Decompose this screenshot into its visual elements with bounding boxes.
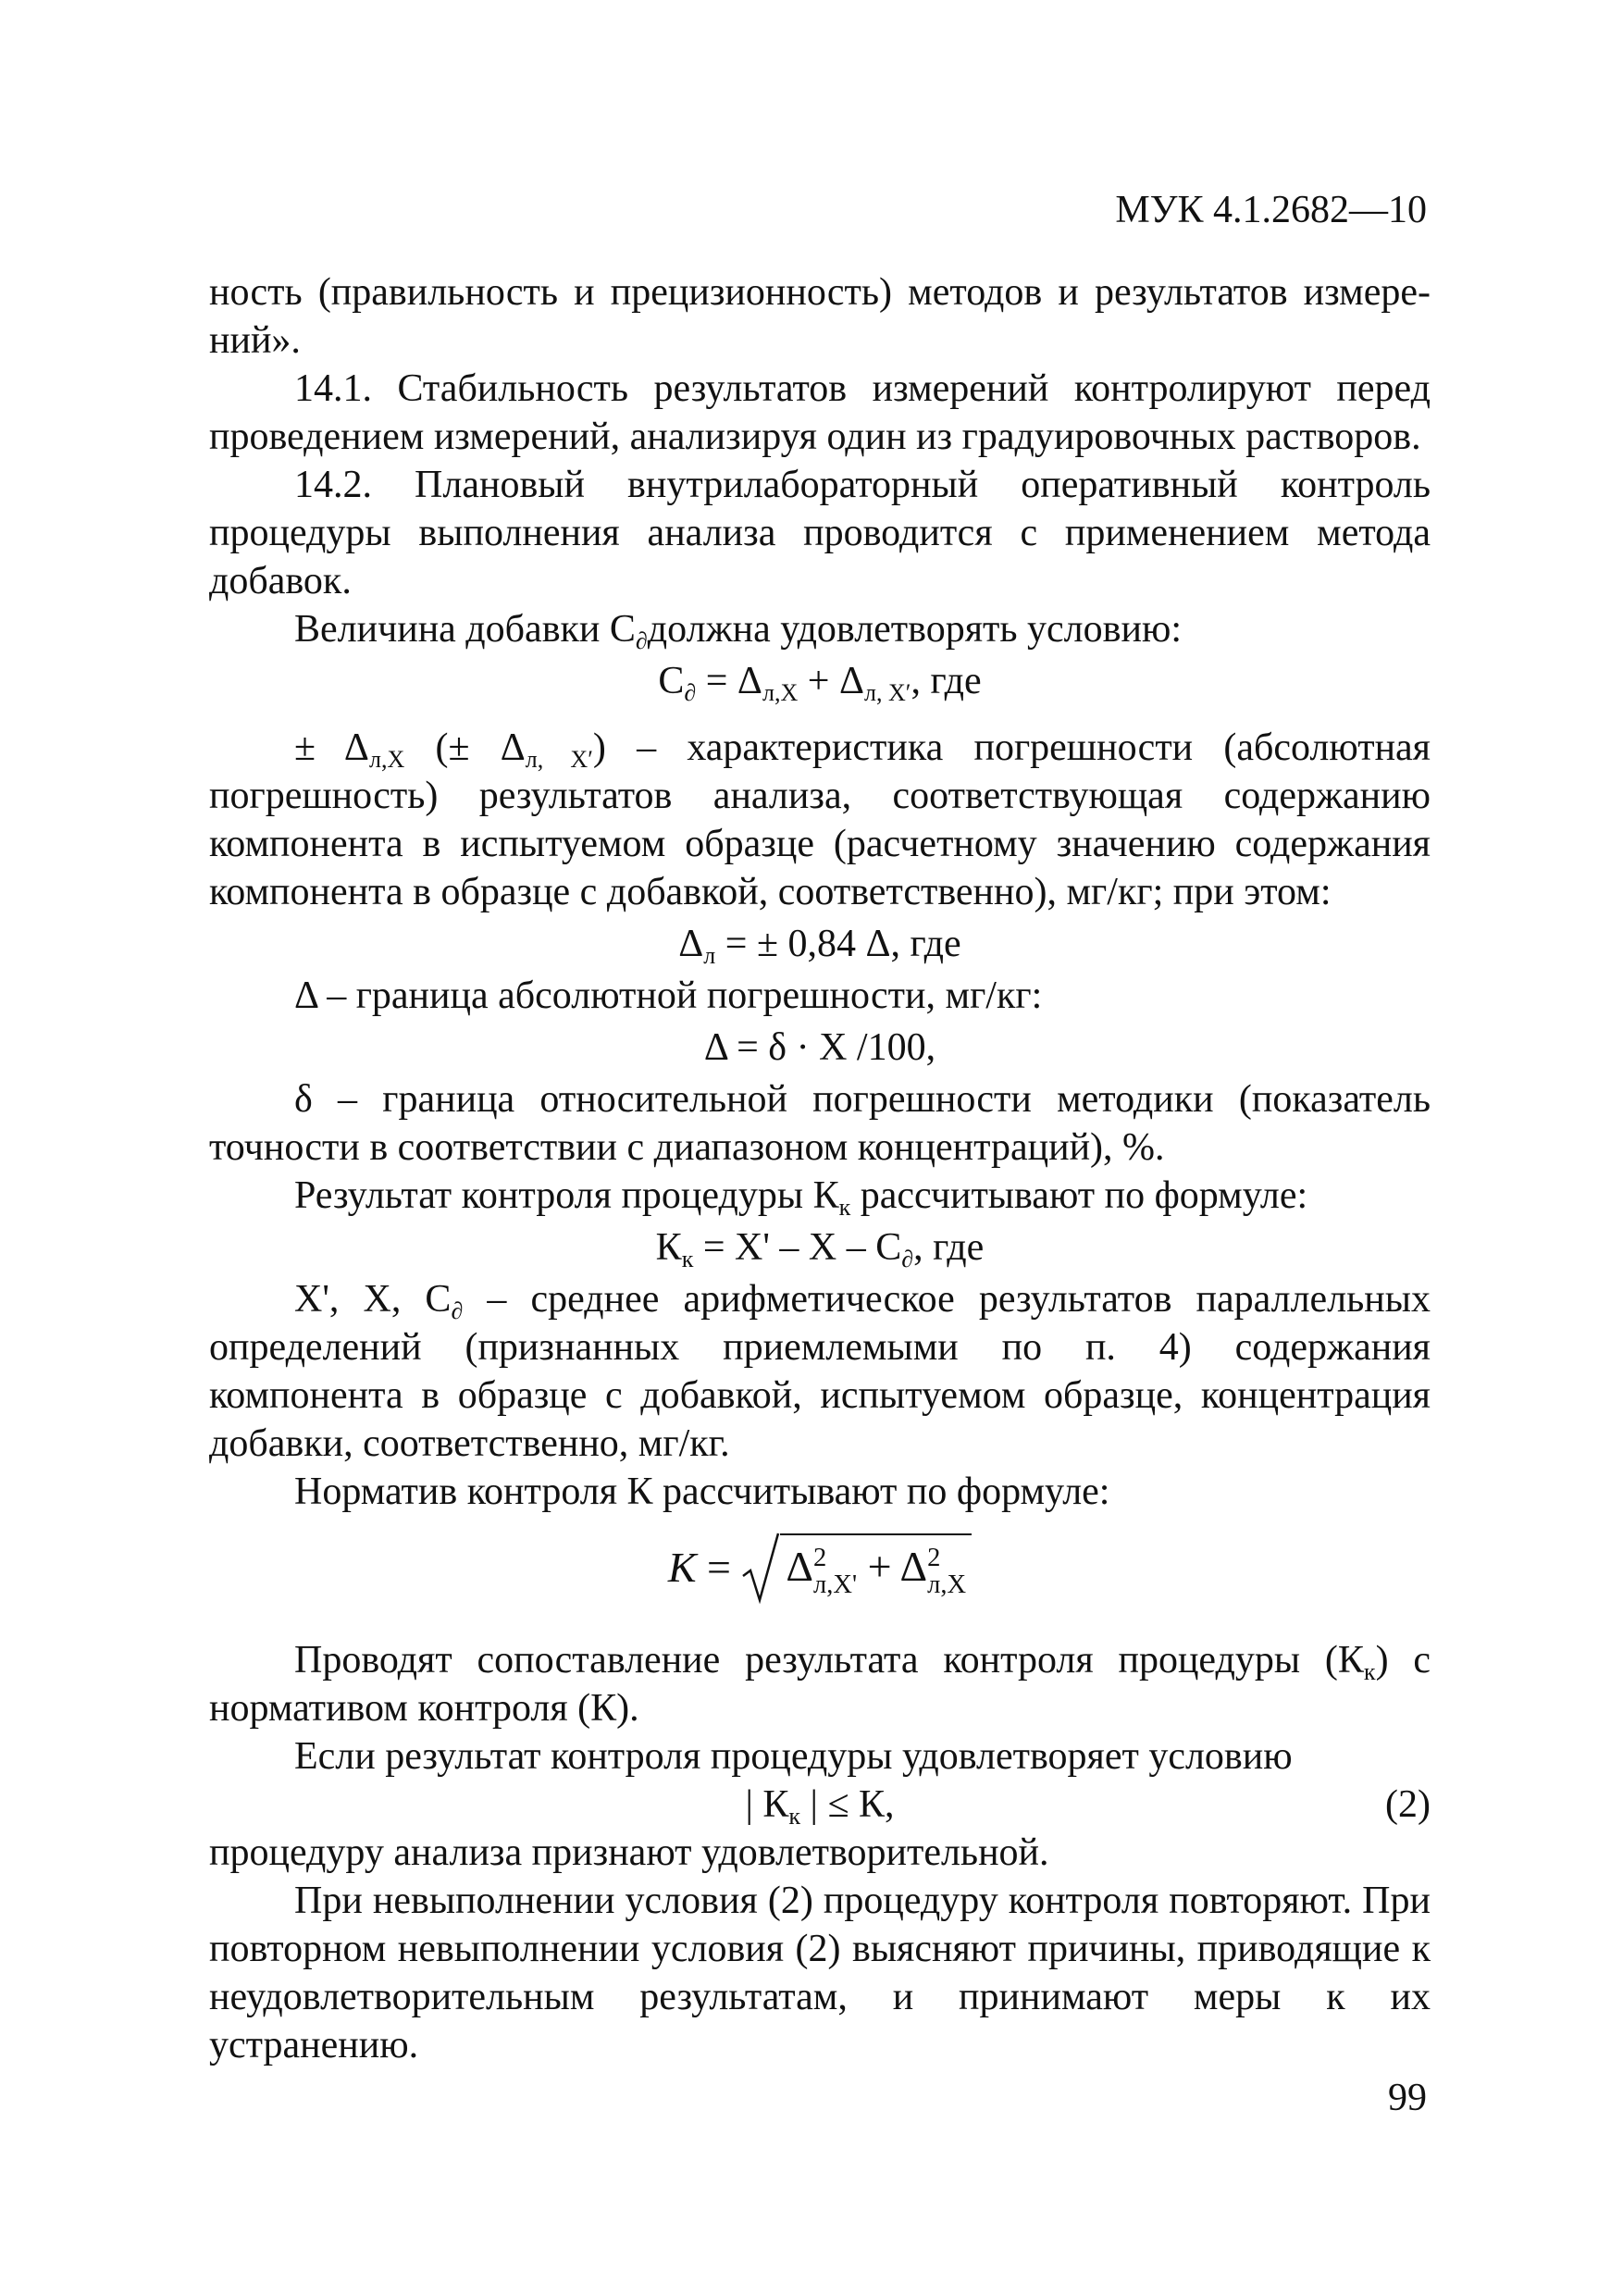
paragraph-error-characteristic: ± $\Delta_{л,X}$ (± $\Delta_{л, X'}$) – характеристика погрешности (абсолютная погрешность) результатов анализа, соответствующая содержанию компонента в испытуемом образце (расчетному значению содержания компонента в образце с добавкой, соответственно), мг/кг; при этом: [209,726,1431,913]
paragraph-14-1: 14.1. Стабильность результатов измерений контролируют перед проведением измерений, анализируя один из градуировочных растворов. [209,367,1431,458]
formula-condition-2: | $К_к$ | ≤ К, (2) [209,1781,1431,1829]
running-header: МУК 4.1.2682—10 [1115,189,1427,231]
paragraph-repeat: При невыполнении условия (2) процедуру контроля повторяют. При повторном невыполнении условия (2) выясняют причины, приводящие к неудовлетворительным результатам, и принимают меры к их устранению. [209,1880,1431,2066]
paragraph-kk-intro: Результат контроля процедуры $К_к$ рассчитывают по формуле: [294,1174,1308,1221]
radicand: Δ 2 л,X' + Δ 2 л,X [780,1533,972,1598]
formula-delta: Δ = δ · X /100, [703,1026,936,1069]
formula-additive: $С_\partial = \Delta_{л,X} + \Delta_{л, X'}$, где [658,660,982,706]
paragraph-delta-definition: Δ – граница абсолютной погрешности, мг/кг: [294,974,1043,1017]
square-root-icon [741,1532,780,1604]
paragraph-variable-definitions: X', X, $С_\partial$ – среднее арифметическое результатов параллельных определений (признанных приемлемыми по п. 4) содержания компонента в образце с добавкой, испытуемом образце, концентрация добавки, соответственно, мг/кг. [209,1278,1431,1465]
formula-k-sqrt: К = Δ 2 л,X' + Δ 2 л,X [209,1523,1431,1612]
paragraph-condition: Если результат контроля процедуры удовлетворяет условию [294,1735,1293,1778]
page-body [209,268,1431,2069]
formula-delta-l: $\Delta_л$ = ± 0,84 Δ, где [678,923,961,969]
paragraph-continuation: ность (правильность и прецизионность) методов и результатов измере- [209,271,1431,314]
paragraph-satisfactory: процедуру анализа признают удовлетворительной. [209,1831,1049,1874]
paragraph-delta-relative: δ – граница относительной погрешности методики (показатель точности в соответствии с диапазоном концентраций), %. [209,1078,1431,1169]
formula-kk: $К_к = X' - X - С_\partial$, где [655,1226,985,1272]
equation-number: (2) [1385,1783,1431,1826]
paragraph-continuation-end: ний». [209,319,301,362]
paragraph-k-intro: Норматив контроля К рассчитывают по формуле: [294,1471,1110,1513]
paragraph-14-2: 14.2. Плановый внутрилабораторный оперативный контроль процедуры выполнения анализа проводится с применением метода добавок. [209,464,1431,602]
paragraph-additive-condition: Величина добавки $С_\partial должна$ удовлетворять условию: [294,608,1182,654]
paragraph-comparison: Проводят сопоставление результата контроля процедуры $(К_к)$ с нормативом контроля (К). [209,1639,1431,1730]
page-number: 99 [1388,2077,1427,2119]
